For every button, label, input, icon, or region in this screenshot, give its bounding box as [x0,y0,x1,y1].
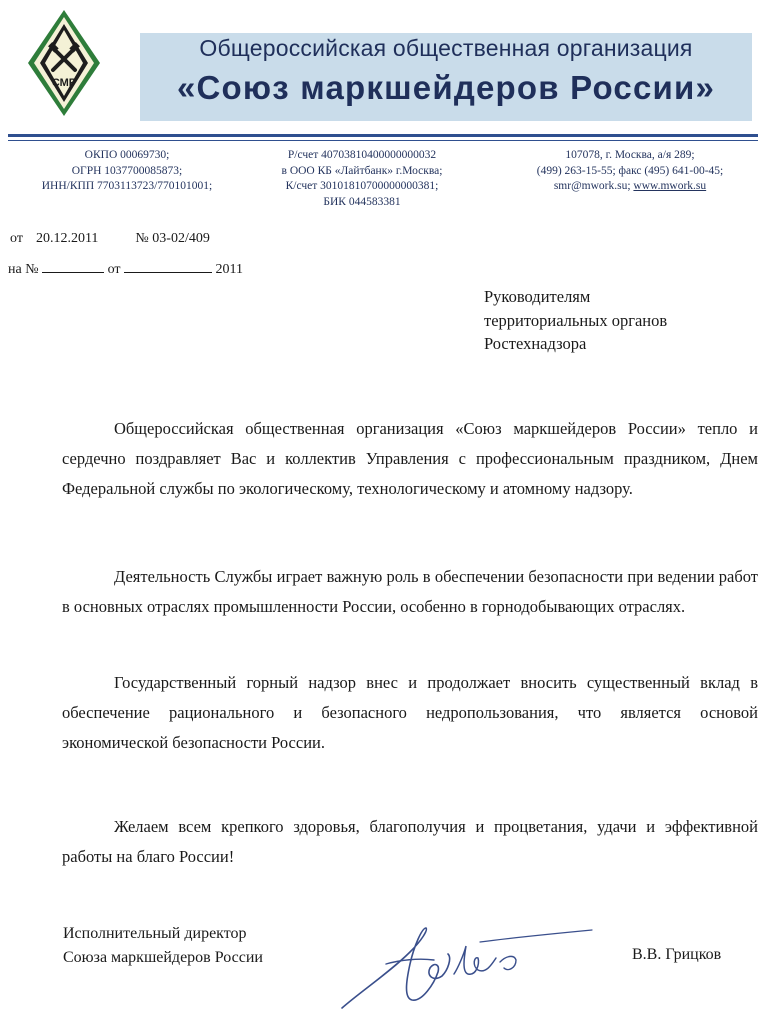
email: smr@mwork.su; [553,180,631,192]
org-type: Общероссийская общественная организация [199,35,693,61]
requisites-bank [262,148,462,210]
header-rule-thick [8,134,758,137]
signer-name: В.В. Грицков [632,946,722,963]
letter-date: 20.12.2011 [35,231,99,246]
okpo: ОКПО 00069730; [84,149,170,161]
year: 2011 [215,262,243,277]
bank: в ООО КБ «Лайтбанк» г.Москва; [281,164,443,177]
phone-fax: (499) 263-15-55; факс (495) 641-00-45; [536,164,724,177]
org-logo [26,8,102,118]
letter-number: № 03-02/409 [135,231,210,246]
handwritten-signature [330,912,610,1016]
ot-label: от [107,262,121,277]
ogrn: ОГРН 1037700085873; [71,164,183,177]
inn-kpp: ИНН/КПП 7703113723/770101001; [41,180,213,192]
addressee-line: Ростехнадзора [484,334,587,353]
date-blank [124,258,212,273]
requisites-contacts [510,148,750,195]
from-label: от [10,231,23,246]
logo-text: СМР [51,77,77,89]
to-label: на № [8,262,39,277]
email-site [510,179,750,195]
incoming-reference [8,258,243,279]
bik: БИК 044583381 [323,195,401,208]
account: Р/счет 40703810400000000032 [287,149,437,161]
outgoing-reference [10,230,210,248]
position-line: Союза маркшейдеров России [63,949,263,966]
signer-position [63,922,263,970]
body-paragraph: Общероссийская общественная организация «Союз маркшейдеров России» тепло и сердечно поздравляет Вас и коллектив Управления с профессиональным праздником, Днем Федеральной службы по экологическому, технологическому и атомному надзору. [62,419,758,498]
addressee-line: территориальных органов [484,310,668,330]
addressee-line: Руководителям [484,287,591,306]
website-link[interactable]: www.mwork.su [633,180,707,192]
corr-account: К/счет 30101810700000000381; [285,180,439,192]
postal-address: 107078, г. Москва, а/я 289; [565,149,695,161]
addressee [484,285,667,356]
body-paragraph: Государственный горный надзор внес и продолжает вносить существенный вклад в обеспечение рационального и безопасного недропользования, что является основой экономической безопасности России. [62,673,758,752]
body-paragraph: Желаем всем крепкого здоровья, благополучия и процветания, удачи и эффективной работы на благо России! [62,817,758,866]
body-paragraph: Деятельность Службы играет важную роль в обеспечении безопасности при ведении работ в основных отраслях промышленности России, особенно в горнодобывающих отраслях. [62,567,758,616]
org-name: «Союз маркшейдеров России» [176,69,716,106]
header-rule-thin [8,140,758,141]
number-blank [42,258,104,273]
requisites-left [22,148,232,195]
position-line: Исполнительный директор [63,925,247,942]
